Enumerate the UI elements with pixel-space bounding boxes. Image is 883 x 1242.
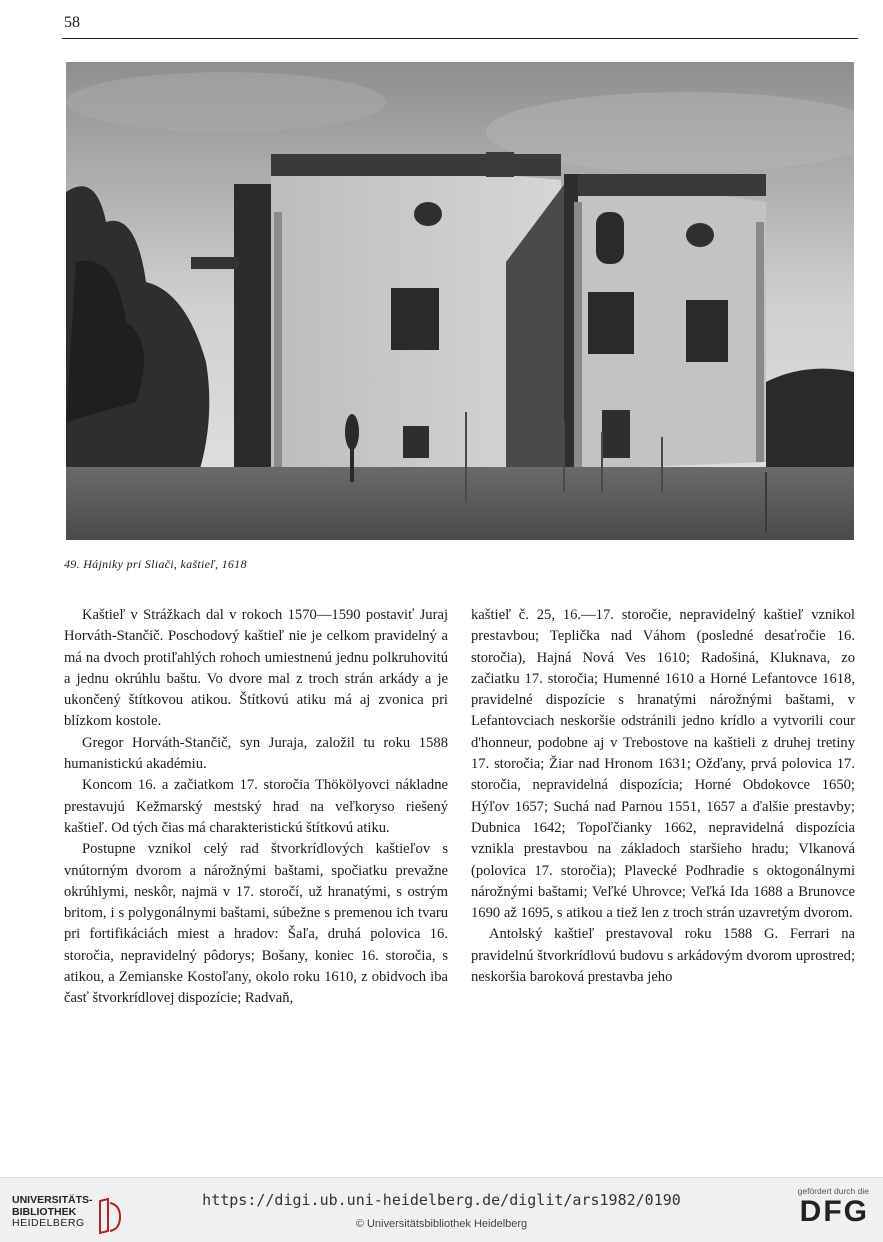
- library-name-line: BIBLIOTHEK: [12, 1205, 77, 1218]
- library-name-line: HEIDELBERG: [12, 1217, 85, 1229]
- header-rule: [62, 38, 858, 39]
- right-column: [471, 605, 855, 988]
- library-name-line: UNIVERSITÄTS-: [12, 1194, 93, 1206]
- figure-caption: 49. Hájniky pri Sliači, kaštieľ, 1618: [64, 557, 247, 571]
- paragraph: Koncom 16. a začiatkom 17. storočia Thökölyovci nákladne prestavujú Kežmarský mestský hrad na veľkoryso riešený kaštieľ. Od tých čias má charakteristickú štítkovú atiku.: [64, 777, 448, 836]
- paragraph: Postupne vznikol celý rad štvorkrídlových kaštieľov s vnútorným dvorom a nárožnými baštami, spočiatku prevažne okrúhlymi, neskôr, najmä v 17. storočí, už hranatými, s ostrým britom, i s polygonálnymi baštami, súbežne s premenou ich tvaru pri fortifikáciách miest a hradov: Šaľa, druhá polovica 16. storočia, nepravidelný pôdorys; Bošany, koniec 16. storočia, s atikou, a Zemianske Kostoľany, okolo roku 1610, z obidvoch iba časť štvorkrídlovej dispozície; Radvaň,: [64, 841, 448, 1007]
- permalink-url[interactable]: https://digi.ub.uni-heidelberg.de/diglit/ars1982/0190: [202, 1191, 681, 1209]
- footer-bar: [0, 1177, 883, 1242]
- copyright-notice: © Universitätsbibliothek Heidelberg: [355, 1218, 528, 1230]
- paragraph: Kaštieľ v Strážkach dal v rokoch 1570—1590 postaviť Juraj Horváth-Stančič. Poschodový kaštieľ nie je celkom pravidelný a má na dvoch protiľahlých rohoch umiestnenú jednu polkruhovitú a jednu okrúhlu baštu. Vo dvore mal z troch strán arkády a je ukončený štítkovou atikou. Štítkovú atiku má aj zvonica pri blízkom kostole.: [64, 607, 448, 730]
- photo-illustration: [66, 62, 854, 540]
- paragraph: Gregor Horváth-Stančič, syn Juraja, založil tu roku 1588 humanistickú akadémiu.: [64, 734, 448, 773]
- paragraph: kaštieľ č. 25, 16.—17. storočie, nepravidelný kaštieľ vznikol prestavbou; Teplička nad Váhom (posledné desaťročie 16. storočia), Hajná Nová Ves 1610; Radošiná, Kluknava, zo začiatku 17. storočia; Humenné 1610 a Horné Lefantovce 1618, pravidelné dispozície s hranatými nárožnými baštami, v Lefantovciach neskoršie odstránili jedno krídlo a vytvorili cour d'honneur, podobne aj v Trebostove na kaštieli z druhej tretiny 17. storočia; Žiar nad Hronom 1631; Ožďany, prvá polovica 17. storočia, nepravidelná dispozícia; Horné Obdokovce 1650; Hýľov 1657; Suchá nad Parnou 1551, 1657 a ďalšie prestavby; Dubnica 1642; Topoľčianky 1662, nepravidelná dispozícia vznikla prestavbou na základoch staršieho hradu; Vlkanová (polovica 17. storočia); Plavecké Podhradie s oktogonálnymi nárožnými baštami; Veľké Uhrovce; Veľká Ida 1688 a Brunovce 1690 až 1695, s atikou a tiež len z troch strán uzavretým dvorom.: [471, 607, 855, 922]
- funded-by-label: gefördert durch die: [797, 1186, 869, 1196]
- paragraph: Antolský kaštieľ prestavoval roku 1588 G. Ferrari na pravidelnú štvorkrídlovú budovu s arkádovým dvorom uprostred; neskoršia baroková prestavba jeho: [471, 926, 855, 986]
- page-number: 58: [64, 14, 80, 31]
- manor-house-photo: [66, 62, 854, 540]
- dfg-logo: DFG: [799, 1195, 869, 1228]
- dfg-funding[interactable]: [779, 1186, 869, 1228]
- left-column: [64, 605, 448, 1010]
